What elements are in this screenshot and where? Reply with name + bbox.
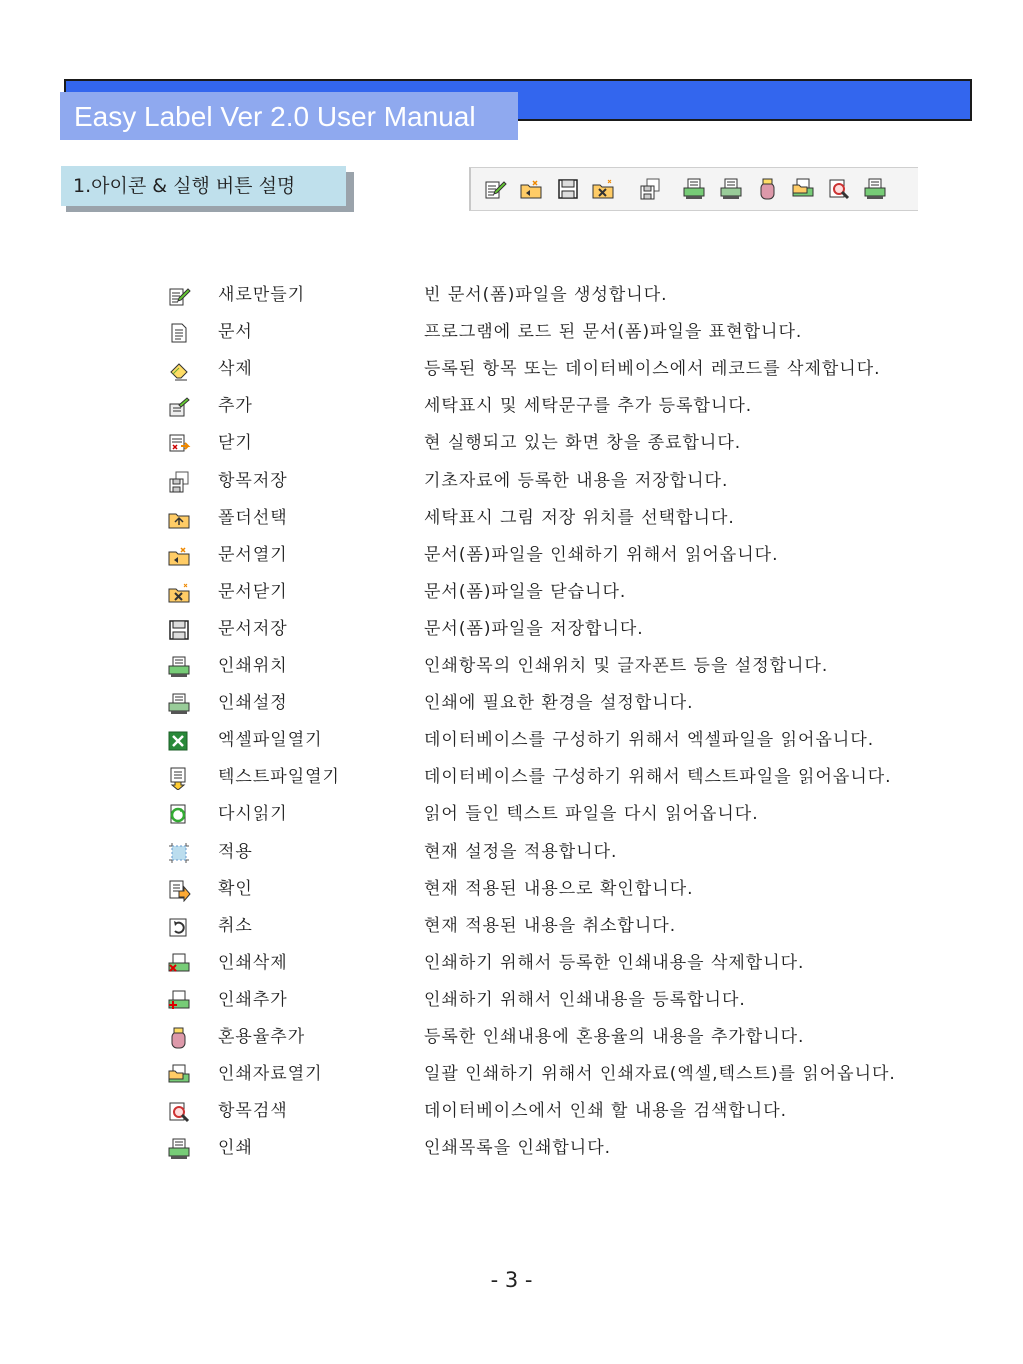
icon-name: 인쇄설정	[218, 693, 288, 714]
list-item	[0, 425, 1023, 462]
list-item	[0, 277, 1023, 314]
list-item	[0, 537, 1023, 574]
print-icon	[167, 1137, 191, 1161]
icon-name: 폴더선택	[218, 507, 288, 528]
icon-name: 문서저장	[218, 618, 288, 639]
icon-name: 문서닫기	[218, 581, 288, 602]
icon-description: 현재 적용된 내용으로 확인합니다.	[424, 878, 694, 899]
new-document-icon[interactable]	[483, 177, 507, 201]
icon-name: 엑셀파일열기	[218, 730, 323, 751]
print-icon[interactable]	[863, 177, 887, 201]
icon-name: 인쇄	[218, 1138, 253, 1159]
excel-open-icon	[167, 729, 191, 753]
list-item	[0, 1093, 1023, 1130]
icon-description: 인쇄항목의 인쇄위치 및 글자폰트 등을 설정합니다.	[424, 656, 829, 676]
icon-name: 인쇄위치	[218, 656, 288, 676]
blend-add-icon	[167, 1026, 191, 1050]
icon-description: 데이터베이스를 구성하기 위해서 텍스트파일을 읽어옵니다.	[424, 767, 892, 788]
icon-name: 텍스트파일열기	[218, 767, 340, 788]
icon-description: 데이터베이스를 구성하기 위해서 엑셀파일을 읽어옵니다.	[424, 730, 875, 751]
text-open-icon	[167, 766, 191, 790]
list-item	[0, 722, 1023, 759]
item-save-icon[interactable]	[638, 177, 662, 201]
icon-name: 확인	[218, 878, 253, 899]
icon-description: 문서(폼)파일을 닫습니다.	[424, 581, 627, 602]
list-item	[0, 648, 1023, 685]
item-search-icon	[167, 1100, 191, 1124]
icon-description: 인쇄목록을 인쇄합니다.	[424, 1138, 612, 1159]
icon-description: 데이터베이스에서 인쇄 할 내용을 검색합니다.	[424, 1101, 788, 1122]
list-item	[0, 500, 1023, 537]
icon-description: 등록한 인쇄내용에 혼용율의 내용을 추가합니다.	[424, 1027, 805, 1047]
blend-add-icon[interactable]	[756, 177, 780, 201]
icon-name: 혼용율추가	[218, 1027, 306, 1047]
icon-description: 문서(폼)파일을 인쇄하기 위해서 읽어옵니다.	[424, 544, 779, 565]
icon-name: 취소	[218, 915, 253, 936]
list-item	[0, 1019, 1023, 1056]
icon-name: 항목저장	[218, 470, 288, 491]
icon-description: 인쇄하기 위해서 등록한 인쇄내용을 삭제합니다.	[424, 952, 805, 973]
print-add-icon	[167, 989, 191, 1013]
add-icon	[167, 395, 191, 419]
list-item	[0, 314, 1023, 351]
manual-title: Easy Label Ver 2.0 User Manual	[60, 92, 518, 140]
print-position-icon	[167, 655, 191, 679]
icon-name: 문서열기	[218, 544, 288, 565]
item-search-icon[interactable]	[827, 177, 851, 201]
print-data-open-icon	[167, 1063, 191, 1087]
document-icon	[167, 321, 191, 345]
icon-name: 다시읽기	[218, 804, 288, 825]
document-open-icon	[167, 544, 191, 568]
icon-name: 항목검색	[218, 1101, 288, 1122]
list-item	[0, 1056, 1023, 1093]
icon-name: 인쇄자료열기	[218, 1064, 323, 1085]
list-item	[0, 908, 1023, 945]
icon-description: 프로그램에 로드 된 문서(폼)파일을 표현합니다.	[424, 322, 803, 343]
save-icon[interactable]	[556, 177, 580, 201]
print-position-icon[interactable]	[682, 177, 706, 201]
icon-name: 인쇄삭제	[218, 952, 288, 973]
icon-name: 추가	[218, 396, 253, 417]
icon-description: 등록된 항목 또는 데이터베이스에서 레코드를 삭제합니다.	[424, 359, 881, 380]
list-item	[0, 834, 1023, 871]
close-icon	[167, 432, 191, 456]
list-item	[0, 685, 1023, 722]
icon-name: 닫기	[218, 433, 253, 454]
list-item	[0, 463, 1023, 500]
icon-name: 인쇄추가	[218, 989, 288, 1010]
page-number: - 3 -	[490, 1268, 533, 1292]
icon-name: 적용	[218, 841, 253, 862]
icon-description: 기초자료에 등록한 내용을 저장합니다.	[424, 470, 729, 491]
folder-select-icon	[167, 507, 191, 531]
list-item	[0, 574, 1023, 611]
print-delete-icon	[167, 952, 191, 976]
document-close-icon	[167, 581, 191, 605]
icon-description: 현재 설정을 적용합니다.	[424, 841, 618, 862]
folder-open-icon[interactable]	[519, 177, 543, 201]
icon-description: 현재 적용된 내용을 취소합니다.	[424, 915, 677, 936]
eraser-icon	[167, 358, 191, 382]
print-settings-icon[interactable]	[719, 177, 743, 201]
list-item	[0, 351, 1023, 388]
icon-description: 인쇄에 필요한 환경을 설정합니다.	[424, 693, 694, 714]
confirm-icon	[167, 878, 191, 902]
list-item	[0, 945, 1023, 982]
new-document-icon	[167, 284, 191, 308]
icon-name: 새로만들기	[218, 285, 306, 305]
close-document-icon[interactable]	[591, 177, 615, 201]
cancel-icon	[167, 915, 191, 939]
icon-description: 인쇄하기 위해서 인쇄내용을 등록합니다.	[424, 989, 746, 1010]
list-item	[0, 871, 1023, 908]
icon-description: 문서(폼)파일을 저장합니다.	[424, 618, 644, 639]
list-item	[0, 611, 1023, 648]
icon-name: 문서	[218, 322, 253, 343]
toolbar-sample	[469, 167, 918, 211]
list-item	[0, 982, 1023, 1019]
icon-description: 빈 문서(폼)파일을 생성합니다.	[424, 285, 668, 305]
print-data-open-icon[interactable]	[791, 177, 815, 201]
item-save-icon	[167, 470, 191, 494]
icon-name: 삭제	[218, 359, 253, 380]
icon-description: 세탁표시 그림 저장 위치를 선택합니다.	[424, 507, 735, 528]
reload-icon	[167, 803, 191, 827]
icon-description: 읽어 들인 텍스트 파일을 다시 읽어옵니다.	[424, 804, 759, 825]
section-heading: 1.아이콘 & 실행 버튼 설명	[61, 166, 346, 206]
list-item	[0, 388, 1023, 425]
icon-description: 일괄 인쇄하기 위해서 인쇄자료(엑셀,텍스트)를 읽어옵니다.	[424, 1064, 896, 1085]
apply-icon	[167, 841, 191, 865]
list-item	[0, 1130, 1023, 1167]
list-item	[0, 759, 1023, 796]
icon-description: 세탁표시 및 세탁문구를 추가 등록합니다.	[424, 396, 753, 417]
icon-description: 현 실행되고 있는 화면 창을 종료합니다.	[424, 433, 742, 454]
list-item	[0, 796, 1023, 833]
document-save-icon	[167, 618, 191, 642]
print-settings-icon	[167, 692, 191, 716]
